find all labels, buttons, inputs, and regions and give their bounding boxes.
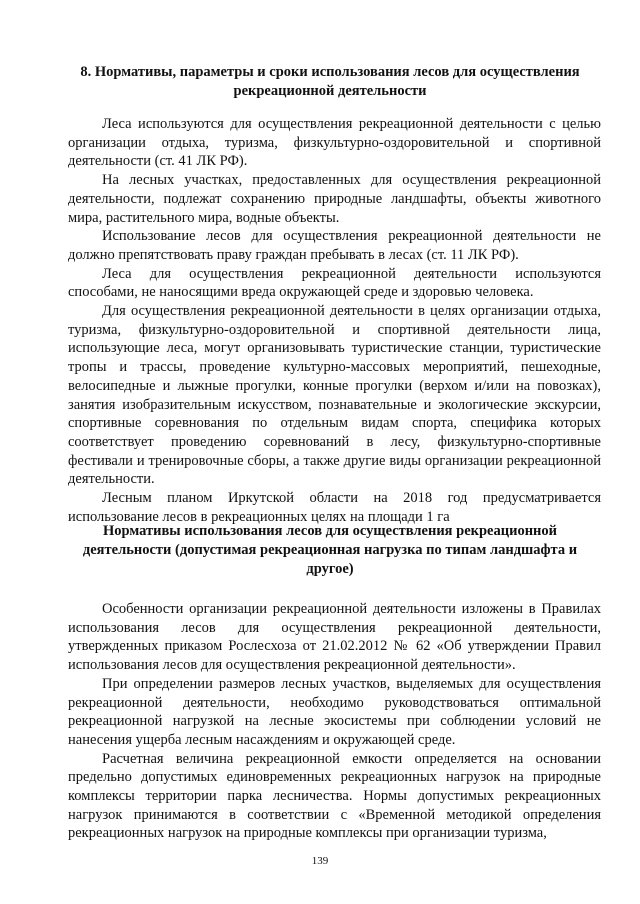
subsection-body (68, 600, 601, 843)
page-number: 139 (311, 855, 329, 867)
section-body (68, 115, 601, 526)
paragraph: Леса используются для осуществления рекреационной деятельности с целью организации отдыха, туризма, физкультурно-оздоровительной и спортивной деятельности (ст. 41 ЛК РФ). (68, 116, 601, 170)
paragraph: Использование лесов для осуществления рекреационной деятельности не должно препятствовать праву граждан пребывать в лесах (ст. 11 ЛК РФ). (68, 228, 601, 263)
paragraph: Для осуществления рекреационной деятельности в целях организации отдыха, туризма, физкультурно-оздоровительной и спортивной деятельности лица, использующие леса, могут организовывать туристические станции, туристические тропы и трассы, проведение культурно-массовых мероприятий, пешеходные, велосипедные и лыжные прогулки, конные прогулки (верхом и/или на повозках), занятия изобразительным искусством, познавательные и экологические экскурсии, спортивные соревнования по отдельным видам спорта, специфика которых соответствует проведению соревнований в лесу, физкультурно-спортивные фестивали и тренировочные сборы, а также другие виды организации рекреационной деятельности. (68, 303, 601, 488)
subsection-title: Нормативы использования лесов для осуществления рекреационной деятельности (допустимая рекреационная нагрузка по типам ландшафта и другое) (82, 523, 578, 577)
section-title: 8. Нормативы, параметры и сроки использования лесов для осуществления рекреационной деятельности (80, 64, 580, 99)
paragraph: При определении размеров лесных участков, выделяемых для осуществления рекреационной деятельности, необходимо руководствоваться оптимальной рекреационной нагрузкой на лесные экосистемы при соблюдении условий не нанесения ущерба лесным насаждениям и окружающей среде. (68, 675, 601, 748)
paragraph: Лесным планом Иркутской области на 2018 год предусматривается использование лесов в рекреационных целях на площади 1 га (68, 490, 601, 525)
paragraph: Особенности организации рекреационной деятельности изложены в Правилах использования лесов для осуществления рекреационной деятельности, утвержденных приказом Рослесхоза от 21.02.2012 № 62 «Об утверждении Правил использования лесов для осуществления рекреационной деятельности». (68, 601, 601, 674)
paragraph: На лесных участках, предоставленных для осуществления рекреационной деятельности, подлежат сохранению природные ландшафты, объекты животного мира, растительного мира, водные объекты. (68, 172, 601, 226)
paragraph: Леса для осуществления рекреационной деятельности используются способами, не наносящими вреда окружающей среде и здоровью человека. (68, 265, 601, 301)
paragraph: Расчетная величина рекреационной емкости определяется на основании предельно допустимых единовременных рекреационных нагрузок на природные комплексы территории парка лесничества. Нормы допустимых рекреационных нагрузок принимаются в соответствии с «Временной методикой определения рекреационных нагрузок на природные комплексы при организации туризма, (68, 750, 601, 842)
